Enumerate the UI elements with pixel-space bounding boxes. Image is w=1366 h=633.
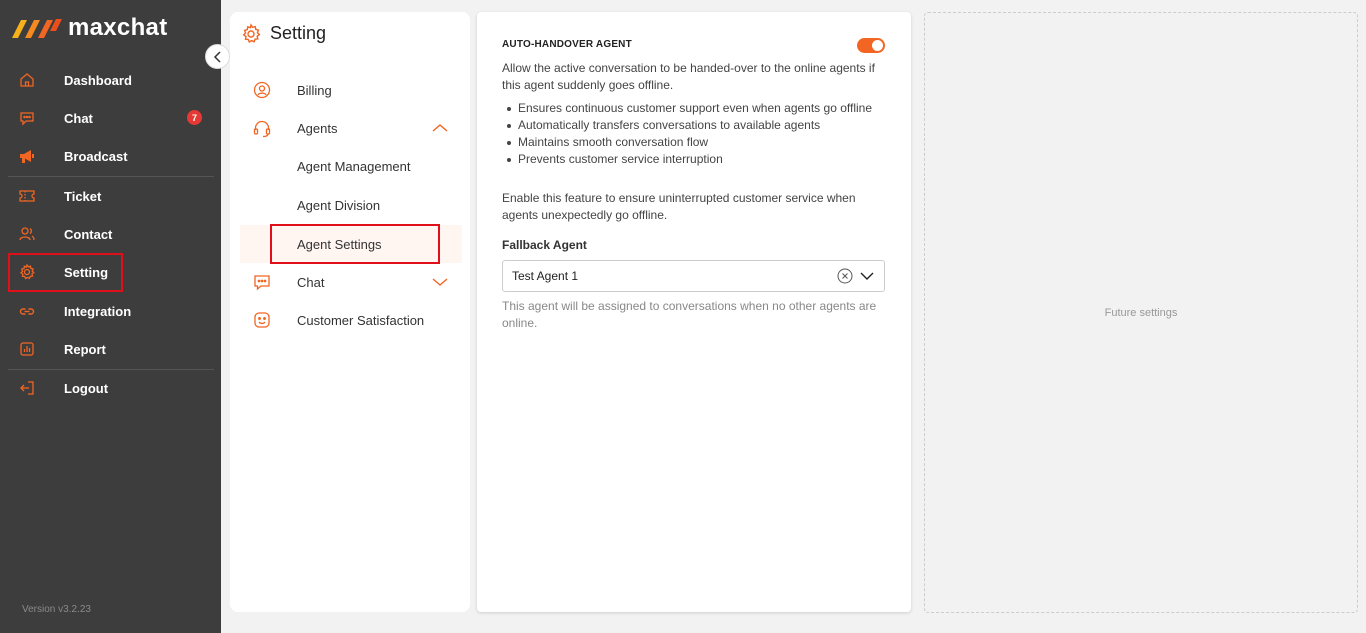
sidebar-item-label: Broadcast <box>64 148 128 164</box>
menu-item-customer-satisfaction[interactable] <box>240 302 462 338</box>
megaphone-icon <box>18 147 36 165</box>
enable-note: Enable this feature to ensure uninterrupted customer service when agents unexpectedly go offline. <box>502 191 856 222</box>
menu-item-agent-management[interactable] <box>240 148 462 184</box>
menu-item-label: Agent Division <box>297 197 381 213</box>
sidebar-item-logout[interactable] <box>0 369 221 407</box>
section-description: Allow the active conversation to be handed-over to the online agents if this agent suddenly goes offline. <box>502 61 875 92</box>
menu-item-label: Agents <box>297 120 338 136</box>
sidebar-item-broadcast[interactable] <box>0 137 221 175</box>
sidebar-item-label: Integration <box>64 303 132 319</box>
link-icon <box>18 302 36 320</box>
menu-item-agents[interactable] <box>240 110 462 146</box>
sidebar-item-label: Ticket <box>64 188 102 204</box>
settings-menu-panel <box>230 12 470 612</box>
home-icon <box>18 71 36 89</box>
menu-item-label: Customer Satisfaction <box>297 312 425 328</box>
menu-item-label: Billing <box>297 82 332 98</box>
list-item: Automatically transfers conversations to available agents <box>502 117 887 134</box>
logout-icon <box>18 379 36 397</box>
sidebar-item-label: Chat <box>64 110 93 126</box>
maxchat-logo-icon <box>12 16 62 40</box>
sidebar-item-integration[interactable] <box>0 292 221 330</box>
contact-icon <box>18 225 36 243</box>
sidebar-item-label: Report <box>64 341 106 357</box>
sidebar-item-label: Contact <box>64 226 113 242</box>
section-title: AUTO-HANDOVER AGENT <box>502 39 632 50</box>
ticket-icon <box>18 187 36 205</box>
version-label: Version v3.2.23 <box>22 604 91 615</box>
sidebar-item-dashboard[interactable] <box>0 61 221 99</box>
agent-settings-panel <box>477 12 911 612</box>
headset-icon <box>252 118 272 138</box>
future-settings-label: Future settings <box>1104 306 1178 319</box>
menu-item-billing[interactable] <box>240 72 462 108</box>
fallback-agent-label: Fallback Agent <box>502 238 587 252</box>
page-title: Setting <box>270 23 327 43</box>
clear-icon[interactable] <box>837 268 853 284</box>
sidebar-item-contact[interactable] <box>0 215 221 253</box>
fallback-agent-select[interactable] <box>502 260 885 292</box>
sidebar-item-ticket[interactable] <box>0 177 221 215</box>
auto-handover-toggle[interactable] <box>857 38 885 53</box>
fallback-agent-value: Test Agent 1 <box>512 269 579 283</box>
brand-name: maxchat <box>68 14 168 41</box>
sidebar-item-report[interactable] <box>0 330 221 368</box>
sidebar-item-label: Logout <box>64 380 109 396</box>
chevron-down-icon <box>432 277 448 287</box>
chat-unread-badge: 7 <box>187 110 202 125</box>
list-item: Prevents customer service interruption <box>502 151 887 168</box>
agent-settings-highlight-box <box>270 224 440 264</box>
chat-icon <box>18 109 36 127</box>
chevron-down-icon[interactable] <box>860 271 874 281</box>
sidebar <box>0 0 221 633</box>
report-icon <box>18 340 36 358</box>
sidebar-item-chat[interactable] <box>0 99 221 137</box>
toggle-knob <box>872 40 883 51</box>
smile-icon <box>252 310 272 330</box>
setting-highlight-box <box>8 253 123 292</box>
menu-item-label: Chat <box>297 274 325 290</box>
collapse-sidebar-button[interactable] <box>205 44 230 69</box>
user-circle-icon <box>252 80 272 100</box>
menu-item-label: Agent Settings <box>297 236 382 252</box>
menu-item-label: Agent Management <box>297 158 411 174</box>
feature-list <box>502 100 887 168</box>
menu-item-agent-division[interactable] <box>240 187 462 223</box>
fallback-agent-hint: This agent will be assigned to conversations when no other agents are online. <box>502 299 877 330</box>
chevron-left-icon <box>213 51 223 63</box>
list-item: Maintains smooth conversation flow <box>502 134 887 151</box>
menu-item-chat[interactable] <box>240 264 462 300</box>
gear-icon <box>240 23 262 45</box>
future-settings-panel <box>924 12 1358 613</box>
logo <box>12 14 167 42</box>
sidebar-item-label: Setting <box>64 264 109 280</box>
sidebar-item-label: Dashboard <box>64 72 132 88</box>
chat-bubble-icon <box>252 272 272 292</box>
chevron-up-icon <box>432 123 448 133</box>
list-item: Ensures continuous customer support even when agents go offline <box>502 100 887 117</box>
